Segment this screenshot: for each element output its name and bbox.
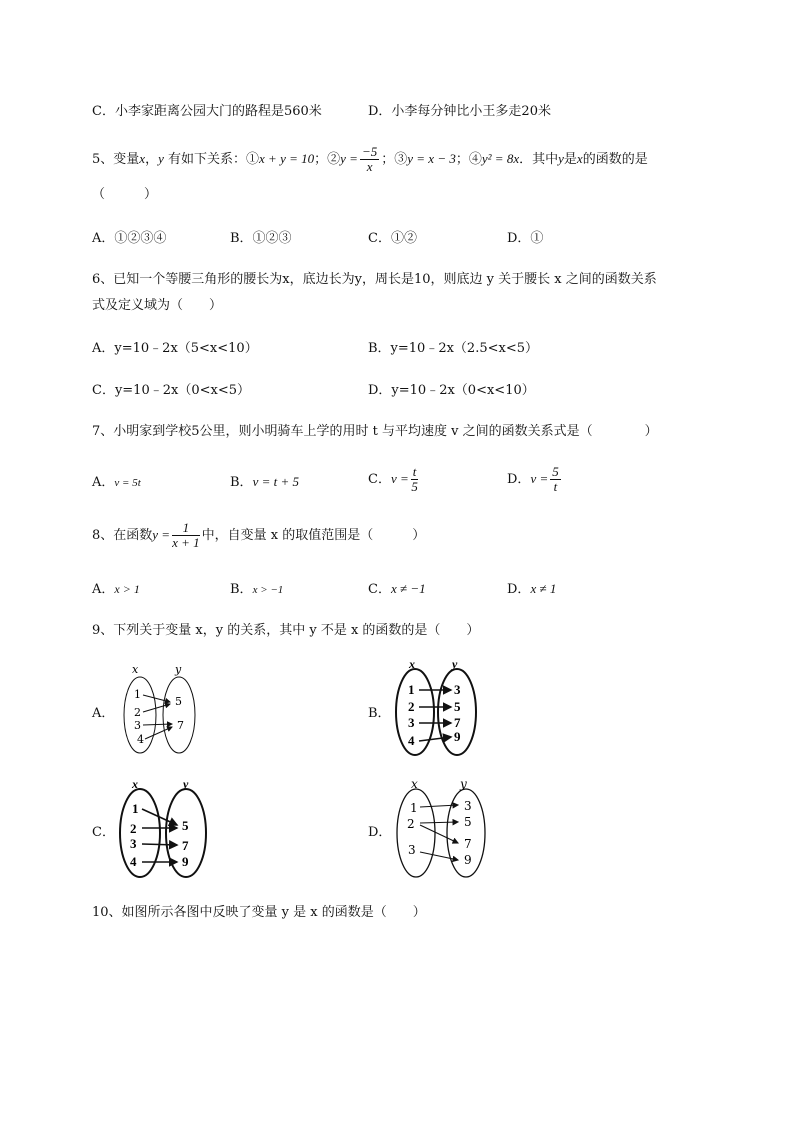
mapping-diagram-c bbox=[110, 776, 210, 880]
q7-option-d: D．v = $\frac{5}{t}$ bbox=[507, 464, 559, 494]
y-label: y bbox=[452, 657, 458, 671]
domain-value: 1 bbox=[408, 682, 415, 697]
question-10-stem: 10、如图所示各图中反映了变量 y 是 x 的函数是（ ） bbox=[92, 905, 426, 920]
fraction-t-over-5: $\frac{t}{5}$ bbox=[411, 464, 418, 494]
q6-option-c: C．y=10﹣2x（0<x<5） bbox=[92, 383, 250, 398]
arrow bbox=[420, 805, 458, 807]
question-5-blank: （ ） bbox=[92, 187, 158, 202]
q7-option-a: A．v = 5t bbox=[92, 475, 141, 490]
domain-value: 2 bbox=[408, 699, 415, 714]
y-label: y bbox=[175, 663, 182, 676]
arrow bbox=[143, 724, 172, 725]
range-value: 7 bbox=[177, 719, 184, 732]
arrow bbox=[143, 704, 170, 712]
range-value: 9 bbox=[454, 729, 461, 744]
range-value: 7 bbox=[464, 837, 472, 851]
domain-value: 1 bbox=[410, 801, 418, 815]
range-value: 5 bbox=[464, 815, 472, 829]
fraction-1-over-x-plus-1: $\frac{1}{x + 1}$ bbox=[172, 520, 200, 550]
range-value: 5 bbox=[182, 818, 189, 833]
range-value: 7 bbox=[182, 838, 189, 853]
option-c: C．小李家距离公园大门的路程是560米 bbox=[92, 104, 322, 119]
q5-option-d: D．① bbox=[507, 231, 544, 246]
arrow bbox=[419, 737, 451, 741]
x-label: x bbox=[409, 657, 415, 671]
q6-option-b: B．y=10﹣2x（2.5<x<5） bbox=[368, 341, 538, 356]
arrow bbox=[420, 852, 458, 860]
domain-value: 2 bbox=[407, 817, 415, 831]
question-5-stem: 5、变量x，y 有如下关系：①x + y = 10；②y = $\frac{-5}{x}$ ；③y = x − 3；④y² = 8x．其中y是x的函数的是 bbox=[92, 144, 648, 174]
domain-value: 4 bbox=[130, 854, 137, 869]
x-label: x bbox=[132, 663, 139, 676]
q9-label-a: A． bbox=[92, 706, 115, 721]
q8-option-b: B．x > −1 bbox=[230, 582, 284, 597]
option-d: D．小李每分钟比小王多走20米 bbox=[368, 104, 551, 119]
y-label: y bbox=[460, 777, 467, 791]
fraction-5-over-t: $\frac{5}{t}$ bbox=[552, 464, 559, 494]
y-label: y bbox=[183, 777, 189, 791]
arrow bbox=[142, 844, 177, 845]
domain-value: 1 bbox=[134, 688, 141, 701]
domain-value: 3 bbox=[130, 836, 137, 851]
range-value: 9 bbox=[464, 853, 472, 867]
question-7-stem: 7、小明家到学校5公里，则小明骑车上学的用时 t 与平均速度 v 之间的函数关系式是（ ） bbox=[92, 424, 658, 439]
domain-value: 2 bbox=[134, 706, 141, 719]
range-value: 5 bbox=[175, 695, 182, 708]
mapping-diagram-a bbox=[115, 660, 205, 760]
arrow bbox=[145, 727, 172, 739]
question-6-stem-line2: 式及定义域为（ ） bbox=[92, 298, 223, 313]
range-value: 7 bbox=[454, 715, 461, 730]
domain-value: 3 bbox=[134, 719, 141, 732]
range-value: 5 bbox=[454, 699, 461, 714]
question-6-stem-line1: 6、已知一个等腰三角形的腰长为x，底边长为y，周长是10，则底边 y 关于腰长 x 之间的函数关系 bbox=[92, 272, 657, 287]
q8-option-d: D．x ≠ 1 bbox=[507, 581, 557, 597]
q9-label-d: D． bbox=[368, 825, 392, 840]
q9-label-b: B． bbox=[368, 706, 391, 721]
question-9-stem: 9、下列关于变量 x，y 的关系，其中 y 不是 x 的函数的是（ ） bbox=[92, 623, 480, 638]
domain-value: 2 bbox=[130, 821, 137, 836]
mapping-diagram-d bbox=[392, 776, 496, 880]
q8-option-a: A．x > 1 bbox=[92, 582, 140, 597]
range-value: 3 bbox=[454, 682, 461, 697]
q7-option-c: C．v = $\frac{t}{5}$ bbox=[368, 464, 418, 494]
question-8-stem: 8、在函数y = $\frac{1}{x + 1}$ 中，自变量 x 的取值范围是（ ） bbox=[92, 520, 426, 550]
x-label: x bbox=[132, 777, 138, 791]
domain-ellipse bbox=[120, 789, 160, 877]
domain-value: 4 bbox=[408, 733, 415, 748]
q7-option-b: B．v = t + 5 bbox=[230, 474, 299, 490]
domain-value: 4 bbox=[137, 733, 144, 746]
q6-option-d: D．y=10﹣2x（0<x<10） bbox=[368, 383, 535, 398]
arrow bbox=[420, 822, 458, 823]
domain-ellipse bbox=[396, 669, 434, 755]
range-value: 9 bbox=[182, 854, 189, 869]
q6-option-a: A．y=10﹣2x（5<x<10） bbox=[92, 341, 258, 356]
domain-value: 3 bbox=[408, 715, 415, 730]
domain-value: 3 bbox=[408, 843, 416, 857]
arrow bbox=[420, 825, 458, 843]
range-value: 3 bbox=[464, 799, 472, 813]
q9-label-c: C． bbox=[92, 825, 115, 840]
arrow bbox=[143, 695, 170, 702]
q8-option-c: C．x ≠ −1 bbox=[368, 581, 426, 597]
domain-value: 1 bbox=[132, 801, 139, 816]
fraction-neg5-over-x: $\frac{-5}{x}$ bbox=[361, 144, 378, 174]
q5-option-c: C．①② bbox=[368, 231, 417, 246]
mapping-diagram-b bbox=[390, 657, 490, 759]
q5-option-a: A．①②③④ bbox=[92, 231, 167, 246]
x-label: x bbox=[411, 777, 418, 791]
q5-option-b: B．①②③ bbox=[230, 231, 292, 246]
range-ellipse bbox=[163, 677, 195, 753]
